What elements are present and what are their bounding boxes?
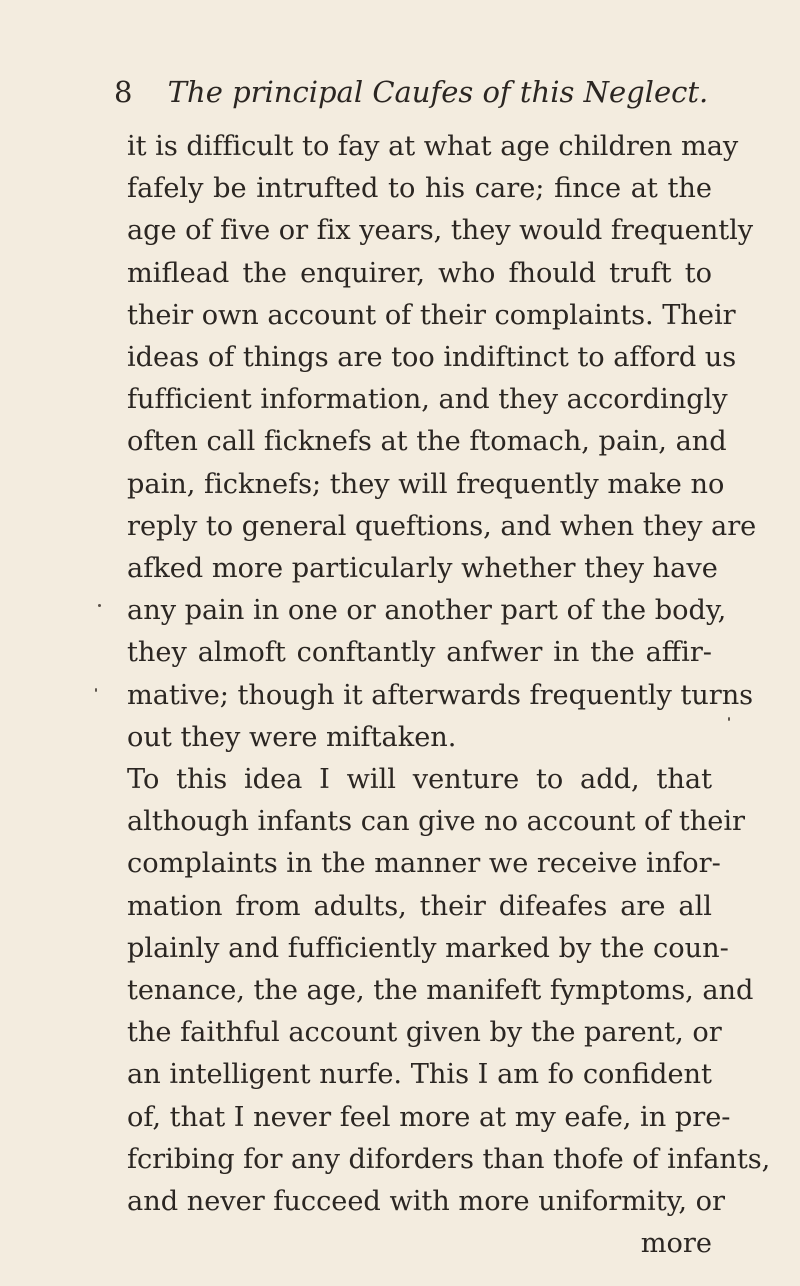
- text-line: their own account of their complaints. Their: [127, 299, 736, 331]
- text-line: although infants can give no account of their: [127, 806, 745, 838]
- text-line: fafely be intrufted to his care; fince at the: [127, 173, 712, 205]
- text-line: To this idea I will venture to add, that: [127, 764, 712, 796]
- running-title: The principal Caufes of this Neglect.: [167, 75, 709, 109]
- page-header: [114, 74, 708, 110]
- text-line: of, that I never feel more at my eafe, in pre-: [127, 1101, 731, 1133]
- paper-speck: [95, 688, 97, 692]
- text-line: any pain in one or another part of the body,: [127, 595, 727, 627]
- text-line: tenance, the age, the manifeft fymptoms, and: [127, 975, 754, 1007]
- text-line: complaints in the manner we receive infor-: [127, 848, 721, 880]
- text-line: pain, ficknefs; they will frequently make no: [127, 468, 725, 500]
- catchword: more: [640, 1228, 712, 1260]
- text-line: mation from adults, their difeafes are all: [127, 890, 712, 922]
- text-line: plainly and fufficiently marked by the coun-: [127, 932, 729, 964]
- text-line: age of five or fix years, they would frequently: [127, 215, 754, 247]
- text-line: reply to general queftions, and when they are: [127, 510, 757, 542]
- text-line: fufficient information, and they accordingly: [127, 384, 728, 416]
- text-line: an intelligent nurfe. This I am fo confident: [127, 1059, 712, 1091]
- paper-speck: [98, 604, 101, 607]
- text-line: it is difficult to fay at what age children may: [127, 131, 739, 162]
- body-text: [127, 126, 771, 1265]
- text-line: they almoft conftantly anfwer in the affir-: [127, 637, 712, 669]
- text-line: the faithful account given by the parent, or: [127, 1017, 722, 1049]
- text-line: fcribing for any diforders than thofe of infants,: [127, 1143, 771, 1175]
- text-line: miflead the enquirer, who fhould truft to: [127, 257, 712, 289]
- text-line: mative; though it afterwards frequently turns: [127, 679, 754, 711]
- text-line: out they were miftaken.: [127, 721, 457, 753]
- page-number: 8: [114, 75, 133, 109]
- paper-speck: [728, 717, 730, 721]
- text-line: afked more particularly whether they have: [127, 553, 718, 585]
- text-line: often call ficknefs at the ftomach, pain, and: [127, 426, 727, 458]
- text-line: ideas of things are too indiftinct to afford us: [127, 342, 737, 374]
- text-line: and never fucceed with more uniformity, or: [127, 1186, 725, 1218]
